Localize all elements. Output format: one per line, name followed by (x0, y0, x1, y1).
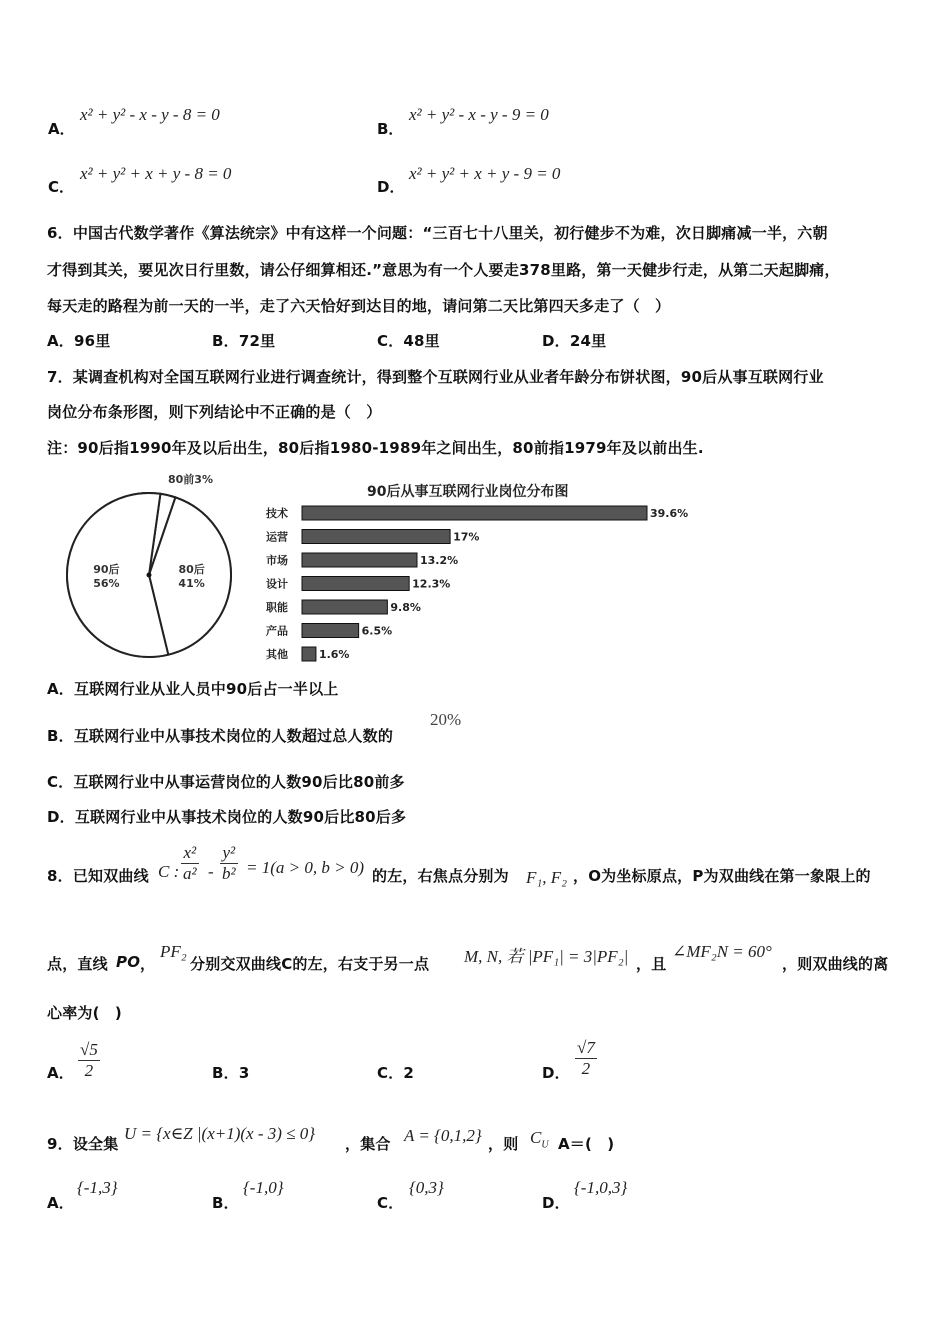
q6-text-line2: 才得到其关，要见次日行里数，请公仔细算相还.”意思为有一个人要走378里路，第一天健步行走，从第二天起脚痛， (47, 261, 840, 279)
q7-option-a: A．互联网行业从业人员中90后占一半以上 (47, 680, 339, 698)
q9-set-a: A = {0,1,2} (404, 1126, 482, 1145)
q6-text-line1: 6．中国古代数学著作《算法统宗》中有这样一个问题：“三百七十八里关，初行健步不为难，次日脚痛减一半，六朝 (47, 224, 828, 242)
bar-value-label-4: 9.8% (390, 601, 421, 614)
q8-eq-c: C : (158, 862, 180, 881)
q9-option-a-value: {-1,3} (77, 1178, 118, 1197)
q7-note: 注：90后指1990年及以后出生，80后指1980-1989年之间出生，80前指1979年及以前出生. (47, 439, 704, 457)
bar-value-label-6: 1.6% (318, 648, 350, 661)
q8-l2b: ， (140, 955, 156, 973)
bar-category-5: 产品 (266, 624, 288, 638)
pie-label-value-1: 41% (178, 576, 205, 590)
q8-option-c: C．2 (377, 1064, 415, 1082)
bar-category-0: 技术 (266, 507, 288, 520)
q9-lead: 9．设全集 (47, 1135, 119, 1153)
q5-option-b-label: B． (377, 120, 404, 138)
bar-6 (302, 647, 316, 661)
q8-option-d: D． (542, 1064, 570, 1082)
q9-option-d: D． (542, 1194, 570, 1212)
q9-complement: $C_U$ (530, 1128, 549, 1151)
q6-option-b: B．72里 (212, 332, 276, 350)
q8-option-a-frac: $\frac{√5}{2}$ (80, 1040, 98, 1080)
q8-frac-y: $\frac{\text{y²}}{\text{b²}}$ (222, 843, 236, 883)
q7-option-c: C．互联网行业中从事运营岗位的人数90后比80前多 (47, 773, 405, 791)
q8-foci: F₁, F₂ (526, 868, 568, 887)
q5-option-a-expr: x² + y² - x - y - 8 = 0 (80, 105, 220, 124)
q6-option-d: D．24里 (542, 332, 607, 350)
q8-angle: ∠MF₂N = 60° (672, 942, 772, 961)
bar-4 (302, 600, 387, 614)
q8-frac-x: $\frac{\text{x²}}{\text{a²}}$ (183, 843, 197, 883)
pie-outside-label: 80前3% (168, 473, 213, 486)
bar-value-label-1: 17% (453, 530, 480, 544)
q7-option-b: B．互联网行业中从事技术岗位的人数超过总人数的 (47, 727, 394, 745)
q8-eq-cond: = 1(a > 0, b > 0) (246, 858, 364, 877)
q7-option-d: D．互联网行业中从事技术岗位的人数90后比80后多 (47, 808, 407, 826)
bar-value-label-2: 13.2% (420, 554, 459, 567)
bar-2 (302, 553, 417, 567)
q8-line3: 心率为( ) (47, 1004, 122, 1022)
q9-mid2: ，则 (488, 1135, 519, 1153)
bar-value-label-5: 6.5% (361, 624, 393, 638)
q8-option-a: A． (47, 1064, 75, 1082)
q8-l2mn: M, N, 若 |PF₁| = 3|PF₂| (464, 947, 629, 966)
q9-option-b-value: {-1,0} (243, 1178, 284, 1197)
q5-option-c-label: C． (48, 178, 75, 196)
q9-option-a: A． (47, 1194, 75, 1212)
q7-option-b-percent: 20% (430, 710, 462, 729)
q9-option-d-value: {-1,0,3} (574, 1178, 628, 1197)
q5-option-b-expr: x² + y² - x - y - 9 = 0 (409, 105, 549, 124)
q7-text-line1: 7．某调查机构对全国互联网行业进行调查统计，得到整个互联网行业从业者年龄分布饼状图，90后从事互联网行业 (47, 368, 824, 386)
pie-label-name-0: 90后 (93, 563, 120, 577)
q9-mid: ，集合 (345, 1135, 391, 1153)
q8-l2c: 分别交双曲线C的左，右支于另一点 (190, 955, 430, 973)
bar-0 (302, 506, 647, 520)
q6-option-c: C．48里 (377, 332, 440, 350)
q5-option-d-label: D． (377, 178, 405, 196)
q8-l2d: ，且 (636, 955, 667, 973)
bar-value-label-3: 12.3% (412, 577, 451, 591)
q7-text-line2: 岗位分布条形图，则下列结论中不正确的是（ ） (47, 403, 382, 421)
pie-label-name-1: 80后 (178, 562, 205, 576)
q5-option-c-expr: x² + y² + x + y - 8 = 0 (80, 164, 232, 183)
q6-text-line3: 每天走的路程为前一天的一半，走了六天恰好到达目的地，请问第二天比第四天多走了（ ） (47, 297, 671, 315)
q5-option-a-label: A． (48, 120, 75, 138)
q8-minus: - (208, 862, 214, 881)
job-bar-chart (262, 478, 702, 663)
bar-3 (302, 577, 409, 591)
q8-mid2: ，O为坐标原点，P为双曲线在第一象限上的 (573, 867, 871, 885)
bar-value-label-0: 39.6% (650, 507, 689, 520)
q8-pf2: PF₂ (160, 942, 187, 961)
pie-label-value-0: 56% (93, 577, 120, 591)
q8-l2e: ，则双曲线的离 (782, 955, 889, 973)
q9-tail: A＝( ) (558, 1135, 615, 1153)
q9-option-c: C． (377, 1194, 404, 1212)
bar-chart-title: 90后从事互联网行业岗位分布图 (367, 484, 569, 500)
bar-1 (302, 530, 450, 544)
q8-option-b: B．3 (212, 1064, 250, 1082)
q5-option-d-expr: x² + y² + x + y - 9 = 0 (409, 164, 561, 183)
q9-option-b: B． (212, 1194, 239, 1212)
bar-category-4: 职能 (266, 601, 288, 614)
bar-category-1: 运营 (266, 530, 288, 544)
q6-option-a: A．96里 (47, 332, 111, 350)
bar-category-6: 其他 (266, 648, 288, 661)
age-pie-chart (60, 470, 250, 670)
q8-lead: 8．已知双曲线 (47, 867, 149, 885)
bar-category-3: 设计 (266, 577, 288, 591)
q8-mid1: 的左，右焦点分别为 (372, 867, 509, 885)
bar-5 (302, 624, 359, 638)
q9-option-c-value: {0,3} (409, 1178, 444, 1197)
bar-category-2: 市场 (266, 554, 288, 567)
q8-option-d-frac: $\frac{√7}{2}$ (577, 1038, 595, 1078)
pie-center-dot (147, 573, 152, 578)
q8-l2a: 点，直线 (47, 955, 108, 973)
q9-universal-set: U = {x∈Z |(x+1)(x - 3) ≤ 0} (124, 1124, 316, 1143)
q8-l2po: PO (116, 953, 141, 971)
